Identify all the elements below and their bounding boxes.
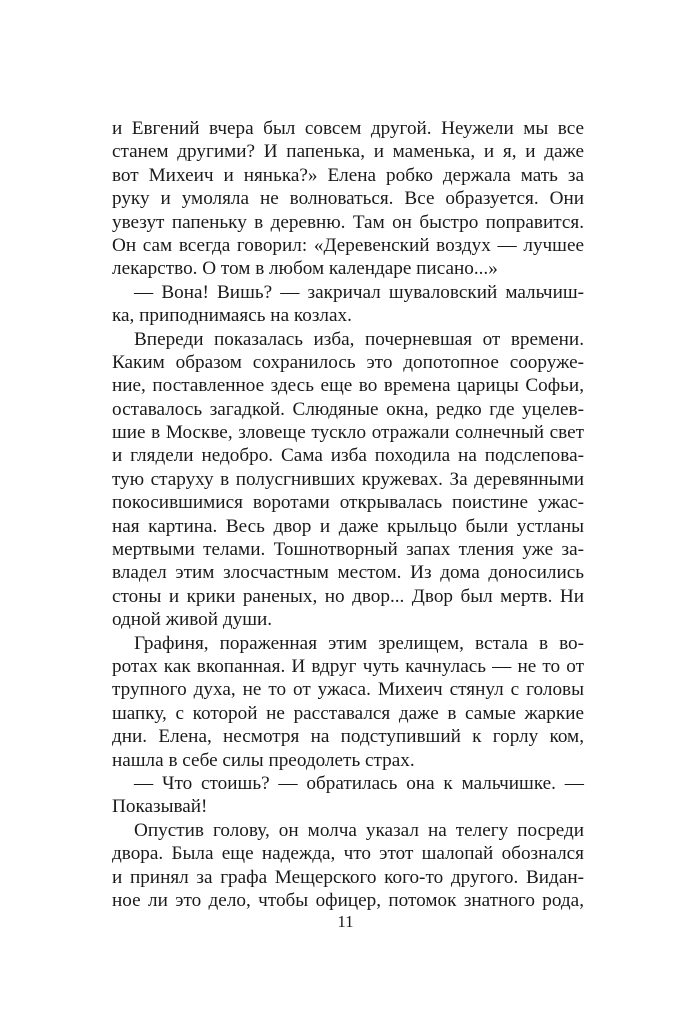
- text-line: трупного духа, не то от ужаса. Михеич стянул с головы: [112, 679, 584, 701]
- text-line: мертвыми телами. Тошнотворный запах тления уже за-: [112, 539, 584, 561]
- text-line: ное ли это дело, чтобы офицер, потомок знатного рода,: [112, 889, 584, 911]
- text-line: — Вона! Вишь? — закричал шуваловский мальчиш-: [134, 281, 584, 303]
- text-line: шие в Москве, зловеще тускло отражали солнечный свет: [112, 422, 584, 444]
- text-line: ротах как вкопанная. И вдруг чуть качнулась — не то от: [112, 655, 584, 677]
- text-line: руку и умоляла не волноваться. Все образуется. Они: [112, 188, 584, 210]
- paragraph: [112, 328, 584, 632]
- text-line: Опустив голову, он молча указал на телегу посреди: [134, 819, 584, 841]
- text-line: Впереди показалась изба, почерневшая от времени.: [134, 328, 584, 350]
- paragraph: [112, 772, 584, 819]
- text-line: одной живой души.: [112, 609, 273, 631]
- text-line: ка, приподнимаясь на козлах.: [112, 305, 352, 327]
- text-line: и Евгений вчера был совсем другой. Неужели мы все: [112, 118, 584, 139]
- text-line: нашла в себе силы преодолеть страх.: [112, 749, 415, 771]
- text-line: покосившимися воротами открывалась поистине ужас-: [112, 492, 584, 514]
- text-line: стоны и крики раненых, но двор... Двор был мертв. Ни: [112, 585, 584, 607]
- paragraph: [112, 632, 584, 772]
- text-line: тую старуху в полусгнивших кружевах. За деревянными: [112, 468, 584, 490]
- text-line: Каким образом сохранилось это допотопное сооруже-: [112, 351, 584, 373]
- paragraph: [112, 281, 584, 328]
- text-line: — Что стоишь? — обратилась она к мальчишке. —: [134, 772, 584, 794]
- text-line: вот Михеич и нянька?» Елена робко держала мать за: [112, 164, 584, 186]
- text-line: лекарство. О том в любом календаре писано...»: [112, 258, 498, 280]
- text-line: Графиня, пораженная этим зрелищем, встала в во-: [134, 632, 584, 654]
- text-line: владел этим злосчастным местом. Из дома доносились: [112, 562, 584, 584]
- text-line: увезут папеньку в деревню. Там он быстро поправится.: [112, 211, 584, 233]
- text-line: и глядели недобро. Сама изба походила на подслепова-: [112, 445, 584, 467]
- text-line: дни. Елена, несмотря на подступивший к горлу ком,: [112, 726, 584, 748]
- body-text: [112, 117, 584, 912]
- text-line: оставалось загадкой. Слюдяные окна, редко где уцелев-: [112, 398, 584, 420]
- text-line: Он сам всегда говорил: «Деревенский воздух — лучшее: [112, 234, 584, 256]
- text-line: ная картина. Весь двор и даже крыльцо были устланы: [112, 515, 584, 537]
- text-line: станем другими? И папенька, и маменька, и я, и даже: [112, 141, 584, 163]
- text-line: ние, поставленное здесь еще во времена царицы Софьи,: [112, 375, 584, 397]
- text-line: шапку, с которой не расставался даже в самые жаркие: [112, 702, 584, 724]
- text-line: Показывай!: [112, 796, 208, 818]
- text-line: и принял за графа Мещерского кого-то другого. Видан-: [112, 866, 584, 888]
- paragraph: [112, 819, 584, 913]
- page-number: 11: [337, 912, 354, 931]
- text-line: двора. Была еще надежда, что этот шалопай обознался: [112, 843, 584, 865]
- paragraph: [112, 117, 584, 281]
